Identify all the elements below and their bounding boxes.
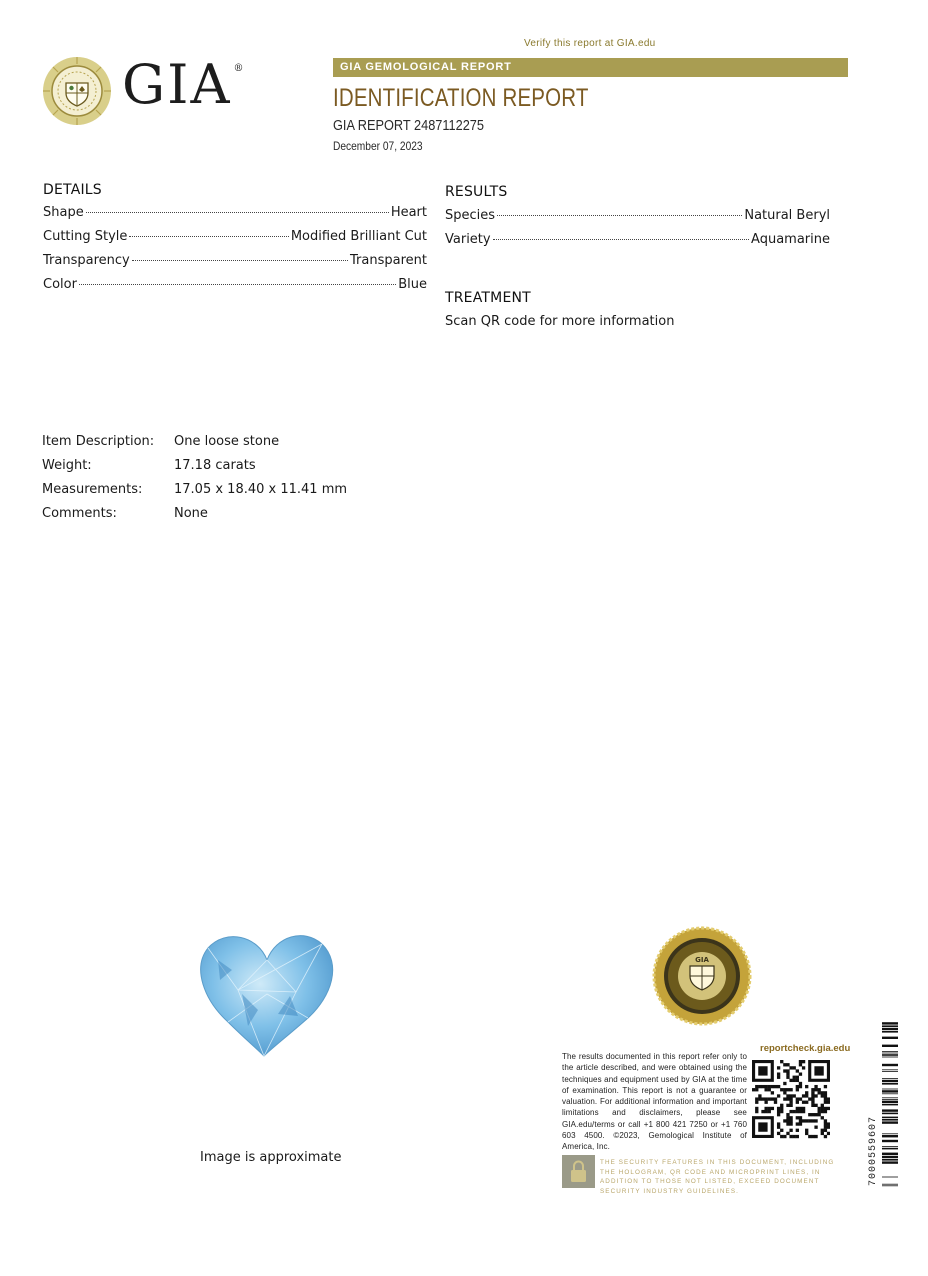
info-row-measurements: Measurements: 17.05 x 18.40 x 11.41 mm: [42, 482, 348, 497]
treatment-text: Scan QR code for more information: [445, 314, 675, 329]
results-section: [445, 184, 830, 256]
details-row-color: Color Blue: [43, 277, 427, 292]
info-row-item-description: Item Description: One loose stone: [42, 434, 280, 449]
barcode: [882, 1015, 898, 1187]
qr-code[interactable]: [752, 1060, 830, 1140]
report-date: December 07, 2023: [333, 139, 423, 153]
details-row-shape: Shape Heart: [43, 205, 427, 220]
results-heading: RESULTS: [445, 184, 508, 200]
results-row-species: Species Natural Beryl: [445, 208, 830, 223]
gia-seal-icon: [42, 56, 112, 126]
disclaimer-text: The results documented in this report refer only to the article described, and were obtained using the techniques and equipment used by GIA at the time of examination. This report is not a guarantee or valuation. For additional information and important limitations and disclaimers, please see GIA.edu/terms or call +1 800 421 7250 or +1 760 603 4500. ©2023, Gemological Institute of America, Inc.: [562, 1052, 747, 1152]
verify-link[interactable]: Verify this report at GIA.edu: [524, 38, 656, 49]
details-row-transparency: Transparency Transparent: [43, 253, 427, 268]
info-row-weight: Weight: 17.18 carats: [42, 458, 256, 473]
results-row-variety: Variety Aquamarine: [445, 232, 830, 247]
security-seal-icon: [652, 926, 752, 1026]
report-type-bar: [333, 58, 848, 77]
report-type-label: GIA GEMOLOGICAL REPORT: [340, 61, 512, 73]
report-number: GIA REPORT 2487112275: [333, 117, 484, 134]
svg-text:GIA: GIA: [695, 956, 709, 964]
reportcheck-link[interactable]: reportcheck.gia.edu: [760, 1043, 851, 1054]
item-info: [42, 434, 347, 530]
lock-icon: [562, 1155, 595, 1188]
details-heading: DETAILS: [43, 182, 102, 198]
treatment-section: [445, 290, 830, 329]
treatment-heading: TREATMENT: [445, 290, 531, 306]
image-caption: Image is approximate: [200, 1150, 342, 1165]
stone-image: [198, 930, 336, 1058]
security-note: THE SECURITY FEATURES IN THIS DOCUMENT, INCLUDING THE HOLOGRAM, QR CODE AND MICROPRINT LINES, IN ADDITION TO THOSE NOT LISTED, EXCEED DOCUMENT SECURITY INDUSTRY GUIDELINES.: [600, 1159, 835, 1195]
gia-logo-wordmark: GIA ®: [122, 53, 246, 116]
details-section: [43, 182, 427, 301]
report-title: IDENTIFICATION REPORT: [333, 84, 589, 112]
details-row-cutting-style: Cutting Style Modified Brilliant Cut: [43, 229, 427, 244]
info-row-comments: Comments: None: [42, 506, 208, 521]
barcode-number: 7000559607: [868, 1115, 879, 1186]
